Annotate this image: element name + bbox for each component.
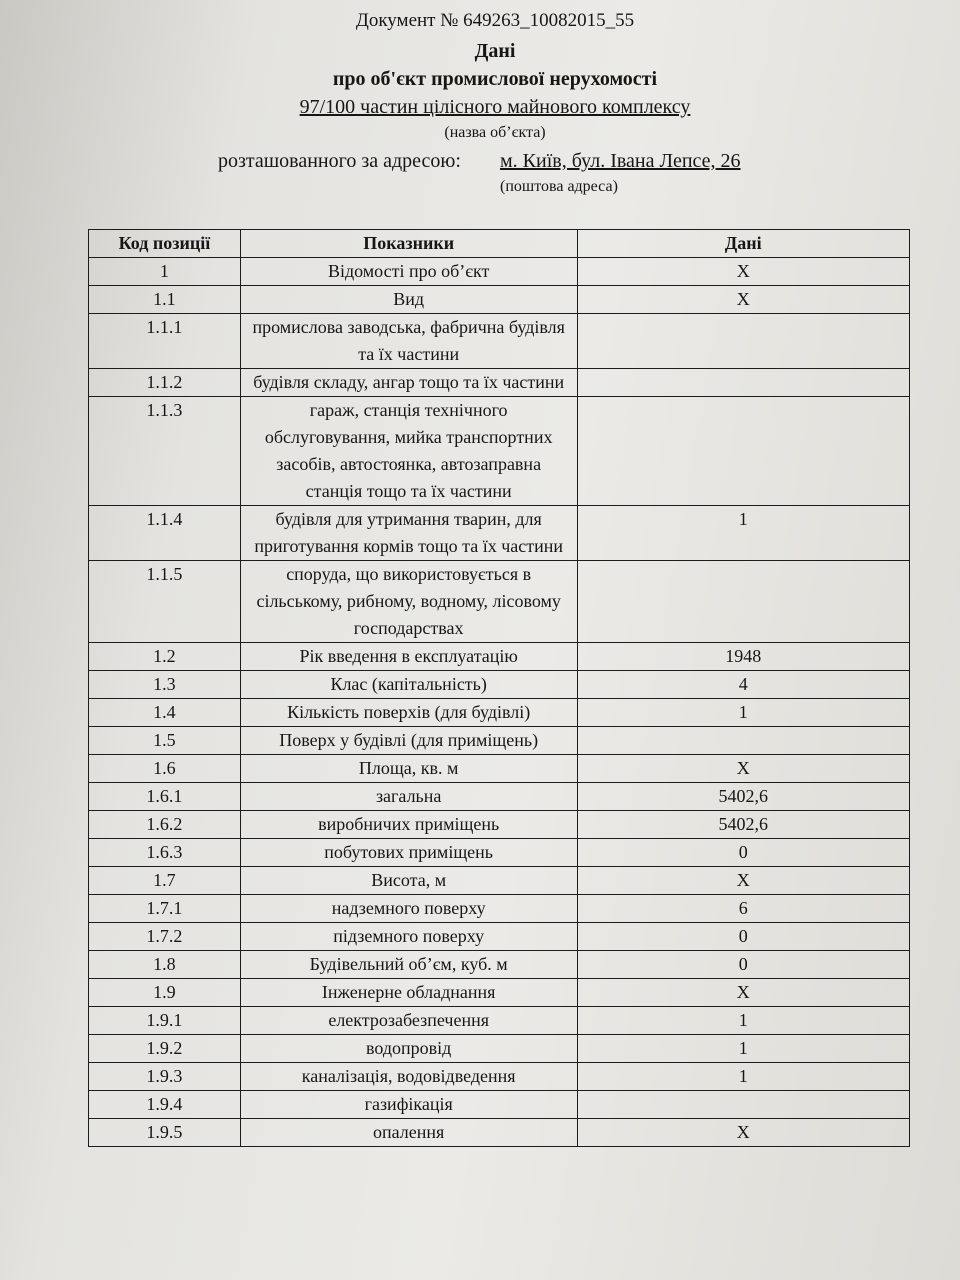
row-code: 1.9 bbox=[89, 979, 241, 1007]
table-row bbox=[89, 643, 910, 671]
row-indicator: Поверх у будівлі (для приміщень) bbox=[240, 727, 577, 755]
table-row bbox=[89, 951, 910, 979]
row-indicator: промислова заводська, фабрична будівля та їх частини bbox=[240, 314, 577, 369]
table-row bbox=[89, 783, 910, 811]
row-indicator: будівля складу, ангар тощо та їх частини bbox=[240, 369, 577, 397]
table-body bbox=[89, 258, 910, 1147]
row-value: 5402,6 bbox=[577, 783, 910, 811]
row-value bbox=[577, 727, 910, 755]
row-value: 1948 bbox=[577, 643, 910, 671]
row-indicator: виробничих приміщень bbox=[240, 811, 577, 839]
table-row bbox=[89, 258, 910, 286]
row-value: X bbox=[577, 755, 910, 783]
object-name-caption: (назва об’єкта) bbox=[444, 124, 546, 141]
row-code: 1.9.1 bbox=[89, 1007, 241, 1035]
row-indicator: Інженерне обладнання bbox=[240, 979, 577, 1007]
table-row bbox=[89, 286, 910, 314]
table-row bbox=[89, 895, 910, 923]
row-indicator: каналізація, водовідведення bbox=[240, 1063, 577, 1091]
row-value: 1 bbox=[577, 699, 910, 727]
table-row bbox=[89, 671, 910, 699]
row-value: 0 bbox=[577, 839, 910, 867]
row-code: 1.6.2 bbox=[89, 811, 241, 839]
row-value: X bbox=[577, 258, 910, 286]
table-row bbox=[89, 1035, 910, 1063]
row-value: 1 bbox=[577, 1063, 910, 1091]
row-indicator: будівля для утримання тварин, для приготування кормів тощо та їх частини bbox=[240, 506, 577, 561]
row-value: 6 bbox=[577, 895, 910, 923]
row-indicator: надземного поверху bbox=[240, 895, 577, 923]
row-indicator: гараж, станція технічного обслуговування, мийка транспортних засобів, автостоянка, автозаправна станція тощо та їх частини bbox=[240, 397, 577, 506]
row-code: 1.1.2 bbox=[89, 369, 241, 397]
table-row bbox=[89, 506, 910, 561]
table-row bbox=[89, 1091, 910, 1119]
row-value: 4 bbox=[577, 671, 910, 699]
object-name: 97/100 частин цілісного майнового комплексу bbox=[299, 96, 691, 118]
row-indicator: газифікація bbox=[240, 1091, 577, 1119]
row-indicator: загальна bbox=[240, 783, 577, 811]
table-row bbox=[89, 839, 910, 867]
row-code: 1.7.2 bbox=[89, 923, 241, 951]
row-indicator: побутових приміщень bbox=[240, 839, 577, 867]
address-value: м. Київ, бул. Івана Лепсе, 26 bbox=[500, 150, 741, 172]
address-caption: (поштова адреса) bbox=[500, 178, 618, 195]
header-value: Дані bbox=[577, 230, 910, 258]
document-subtitle: про об'єкт промислової нерухомості bbox=[332, 68, 658, 90]
row-code: 1.9.3 bbox=[89, 1063, 241, 1091]
row-code: 1.1.3 bbox=[89, 397, 241, 506]
row-indicator: споруда, що використовується в сільському, рибному, водному, лісовому господарствах bbox=[240, 561, 577, 643]
row-code: 1.2 bbox=[89, 643, 241, 671]
address-label: розташованного за адресою: bbox=[218, 150, 461, 172]
document-number: Документ № 649263_10082015_55 bbox=[355, 10, 635, 31]
row-value: 1 bbox=[577, 1007, 910, 1035]
row-value: 0 bbox=[577, 923, 910, 951]
table-row bbox=[89, 314, 910, 369]
table-row bbox=[89, 1063, 910, 1091]
row-code: 1.9.2 bbox=[89, 1035, 241, 1063]
row-code: 1.6.3 bbox=[89, 839, 241, 867]
row-code: 1.1.1 bbox=[89, 314, 241, 369]
table-row bbox=[89, 923, 910, 951]
row-indicator: Кількість поверхів (для будівлі) bbox=[240, 699, 577, 727]
row-value: 1 bbox=[577, 1035, 910, 1063]
table-row bbox=[89, 811, 910, 839]
row-code: 1.1 bbox=[89, 286, 241, 314]
row-indicator: Відомості про об’єкт bbox=[240, 258, 577, 286]
table-header-row bbox=[89, 230, 910, 258]
table-row bbox=[89, 867, 910, 895]
property-data-table bbox=[88, 229, 910, 1147]
row-value bbox=[577, 1091, 910, 1119]
row-code: 1.7.1 bbox=[89, 895, 241, 923]
row-indicator: Вид bbox=[240, 286, 577, 314]
row-code: 1.8 bbox=[89, 951, 241, 979]
row-value bbox=[577, 561, 910, 643]
row-value bbox=[577, 314, 910, 369]
row-value: 0 bbox=[577, 951, 910, 979]
row-indicator: підземного поверху bbox=[240, 923, 577, 951]
row-code: 1.3 bbox=[89, 671, 241, 699]
row-code: 1.1.5 bbox=[89, 561, 241, 643]
row-value: 5402,6 bbox=[577, 811, 910, 839]
table-row bbox=[89, 561, 910, 643]
row-indicator: водопровід bbox=[240, 1035, 577, 1063]
row-code: 1.7 bbox=[89, 867, 241, 895]
row-indicator: електрозабезпечення bbox=[240, 1007, 577, 1035]
row-code: 1 bbox=[89, 258, 241, 286]
table-row bbox=[89, 727, 910, 755]
header-code: Код позиції bbox=[89, 230, 241, 258]
row-value bbox=[577, 397, 910, 506]
table-row bbox=[89, 1007, 910, 1035]
row-value: X bbox=[577, 867, 910, 895]
row-code: 1.9.5 bbox=[89, 1119, 241, 1147]
row-code: 1.4 bbox=[89, 699, 241, 727]
row-code: 1.1.4 bbox=[89, 506, 241, 561]
row-indicator: Клас (капітальність) bbox=[240, 671, 577, 699]
row-code: 1.5 bbox=[89, 727, 241, 755]
table-row bbox=[89, 1119, 910, 1147]
row-value bbox=[577, 369, 910, 397]
row-value: X bbox=[577, 286, 910, 314]
table-row bbox=[89, 369, 910, 397]
table-row bbox=[89, 979, 910, 1007]
row-indicator: Висота, м bbox=[240, 867, 577, 895]
row-indicator: опалення bbox=[240, 1119, 577, 1147]
row-value: 1 bbox=[577, 506, 910, 561]
row-code: 1.9.4 bbox=[89, 1091, 241, 1119]
row-indicator: Площа, кв. м bbox=[240, 755, 577, 783]
row-code: 1.6 bbox=[89, 755, 241, 783]
row-code: 1.6.1 bbox=[89, 783, 241, 811]
header-indicator: Показники bbox=[240, 230, 577, 258]
row-value: X bbox=[577, 1119, 910, 1147]
document-title: Дані bbox=[474, 40, 516, 62]
table-row bbox=[89, 397, 910, 506]
table-row bbox=[89, 755, 910, 783]
row-value: X bbox=[577, 979, 910, 1007]
table-row bbox=[89, 699, 910, 727]
row-indicator: Рік введення в експлуатацію bbox=[240, 643, 577, 671]
row-indicator: Будівельний об’єм, куб. м bbox=[240, 951, 577, 979]
